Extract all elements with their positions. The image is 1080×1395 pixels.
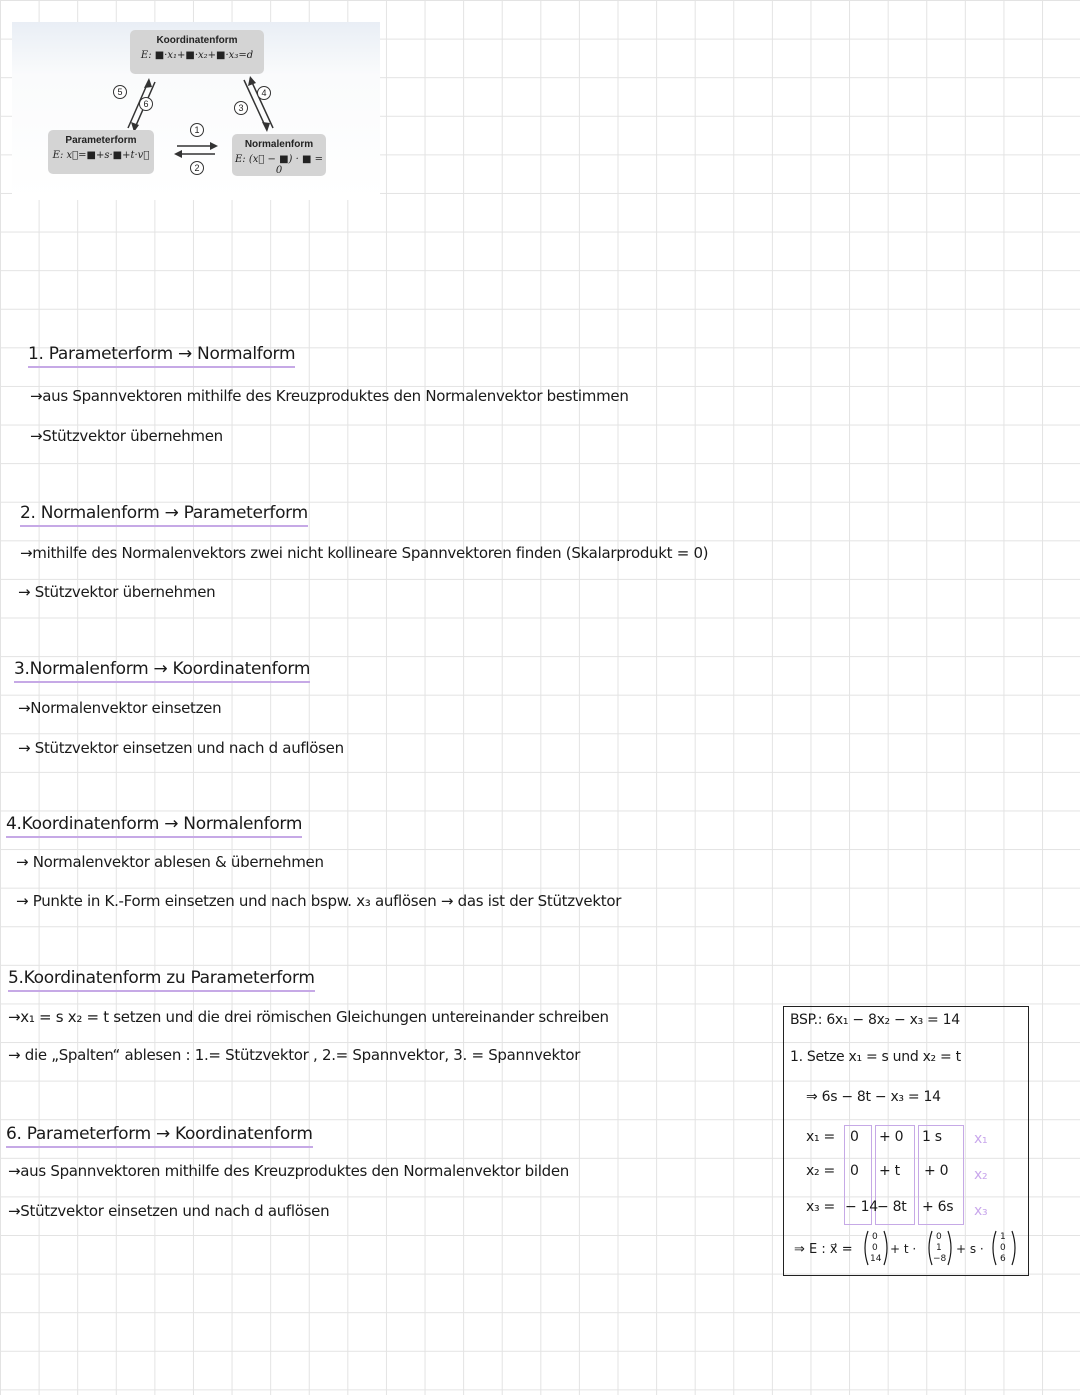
vector-3-x3: 6 [1000,1254,1006,1264]
arrowhead-3 [262,122,270,132]
section-1-line-2: →Stützvektor übernehmen [30,427,223,445]
section-5-heading: 5.Koordinatenform zu Parameterform [8,968,315,992]
section-5-line-2: → die „Spalten“ ablesen : 1.= Stützvektor , 2.= Spannvektor, 3. = Spannvektor [8,1046,581,1064]
section-1-line-1: →aus Spannvektoren mithilfe des Kreuzproduktes den Normalenvektor bestimmen [30,387,629,405]
section-2-line-1: →mithilfe des Normalenvektors zwei nicht kollineare Spannvektoren finden (Skalarprodukt = 0) [20,544,709,562]
vector-2-x1: 0 [936,1232,942,1242]
koordinatenform-title: Koordinatenform [156,35,238,46]
row-3-c2: − 8t [877,1199,907,1215]
row-3-c3: + 6s [922,1199,954,1215]
vector-1-x3: 14 [870,1254,882,1264]
row-2-lhs: x₂ = [806,1163,835,1179]
vector-3-x1: 1 [1000,1232,1006,1242]
section-4-line-1: → Normalenvektor ablesen & übernehmen [16,853,324,871]
vector-2-left-paren [929,1231,932,1265]
parameterform-formula: E: x⃗=■+s·■+t·v⃗ [52,150,150,161]
normalenform-box [232,134,326,176]
section-6-heading: 6. Parameterform → Koordinatenform [6,1124,313,1148]
section-4-heading: 4.Koordinatenform → Normalenform [6,814,302,838]
result-op-1: + t · [890,1242,917,1256]
arrowhead-4 [248,76,256,86]
vector-1-x1: 0 [872,1232,878,1242]
normalenform-formula: E: (x⃗ − ■) · ■ = 0 [234,154,324,176]
parameterform-box [48,130,154,174]
vector-2-x2: 1 [936,1243,942,1253]
number-2: 2 [194,163,200,173]
arrowhead-2 [174,150,182,158]
section-2-line-2: → Stützvektor übernehmen [18,583,216,601]
example-step-2: ⇒ 6s − 8t − x₃ = 14 [806,1089,941,1105]
section-2-heading: 2. Normalenform → Parameterform [20,503,308,527]
koordinatenform-formula: E: ■·x₁+■·x₂+■·x₃=d [140,50,254,61]
section-6-line-1: →aus Spannvektoren mithilfe des Kreuzproduktes den Normalenvektor bilden [8,1162,569,1180]
section-5-line-1: →x₁ = s x₂ = t setzen und die drei römischen Gleichungen untereinander schreiben [8,1008,609,1026]
row-2-c2: + t [879,1163,900,1179]
section-6-line-2: →Stützvektor einsetzen und nach d auflösen [8,1202,330,1220]
vector-1-right-paren [884,1231,887,1265]
vector-3-right-paren [1012,1231,1015,1265]
row-3-c1: − 14 [845,1199,878,1215]
section-3-line-1: →Normalenvektor einsetzen [18,699,222,717]
row-1-label: x₁ [974,1131,988,1147]
parameterform-title: Parameterform [65,135,137,146]
result-equation [784,1221,1028,1277]
result-prefix: ⇒ E : x⃗ = [794,1242,853,1257]
row-2-c3: + 0 [924,1163,949,1179]
vector-1-x2: 0 [872,1243,878,1253]
row-2-c1: 0 [850,1163,859,1179]
number-3: 3 [238,103,244,113]
vector-3-left-paren [993,1231,996,1265]
section-1-heading: 1. Parameterform → Normalform [28,344,295,368]
vector-2-x3: −8 [933,1254,947,1264]
example-box [783,1006,1029,1276]
normalenform-title: Normalenform [244,139,314,150]
forms-diagram [12,22,380,200]
koordinatenform-box [130,30,264,74]
example-title: BSP.: 6x₁ − 8x₂ − x₃ = 14 [790,1012,960,1028]
arrow-4 [250,78,273,128]
arrowhead-5 [144,78,152,88]
number-4: 4 [261,88,267,98]
number-1: 1 [194,125,200,135]
section-4-line-2: → Punkte in K.-Form einsetzen und nach bspw. x₃ auflösen → das ist der Stützvektor [16,892,622,910]
number-5: 5 [117,87,123,97]
row-1-c2: + 0 [879,1129,904,1145]
row-1-lhs: x₁ = [806,1129,835,1145]
vector-1-left-paren [865,1231,868,1265]
arrowhead-1 [210,142,218,150]
row-1-c3: 1 s [922,1129,942,1145]
example-step-1: 1. Setze x₁ = s und x₂ = t [790,1049,961,1065]
vector-2-right-paren [948,1231,951,1265]
result-op-2: + s · [956,1242,984,1256]
row-3-label: x₃ [974,1203,988,1219]
section-3-line-2: → Stützvektor einsetzen und nach d auflösen [18,739,344,757]
number-6: 6 [143,99,149,109]
row-1-c1: 0 [850,1129,859,1145]
vector-3-x2: 0 [1000,1243,1006,1253]
row-2-label: x₂ [974,1167,988,1183]
section-3-heading: 3.Normalenform → Koordinatenform [14,659,310,683]
row-3-lhs: x₃ = [806,1199,835,1215]
